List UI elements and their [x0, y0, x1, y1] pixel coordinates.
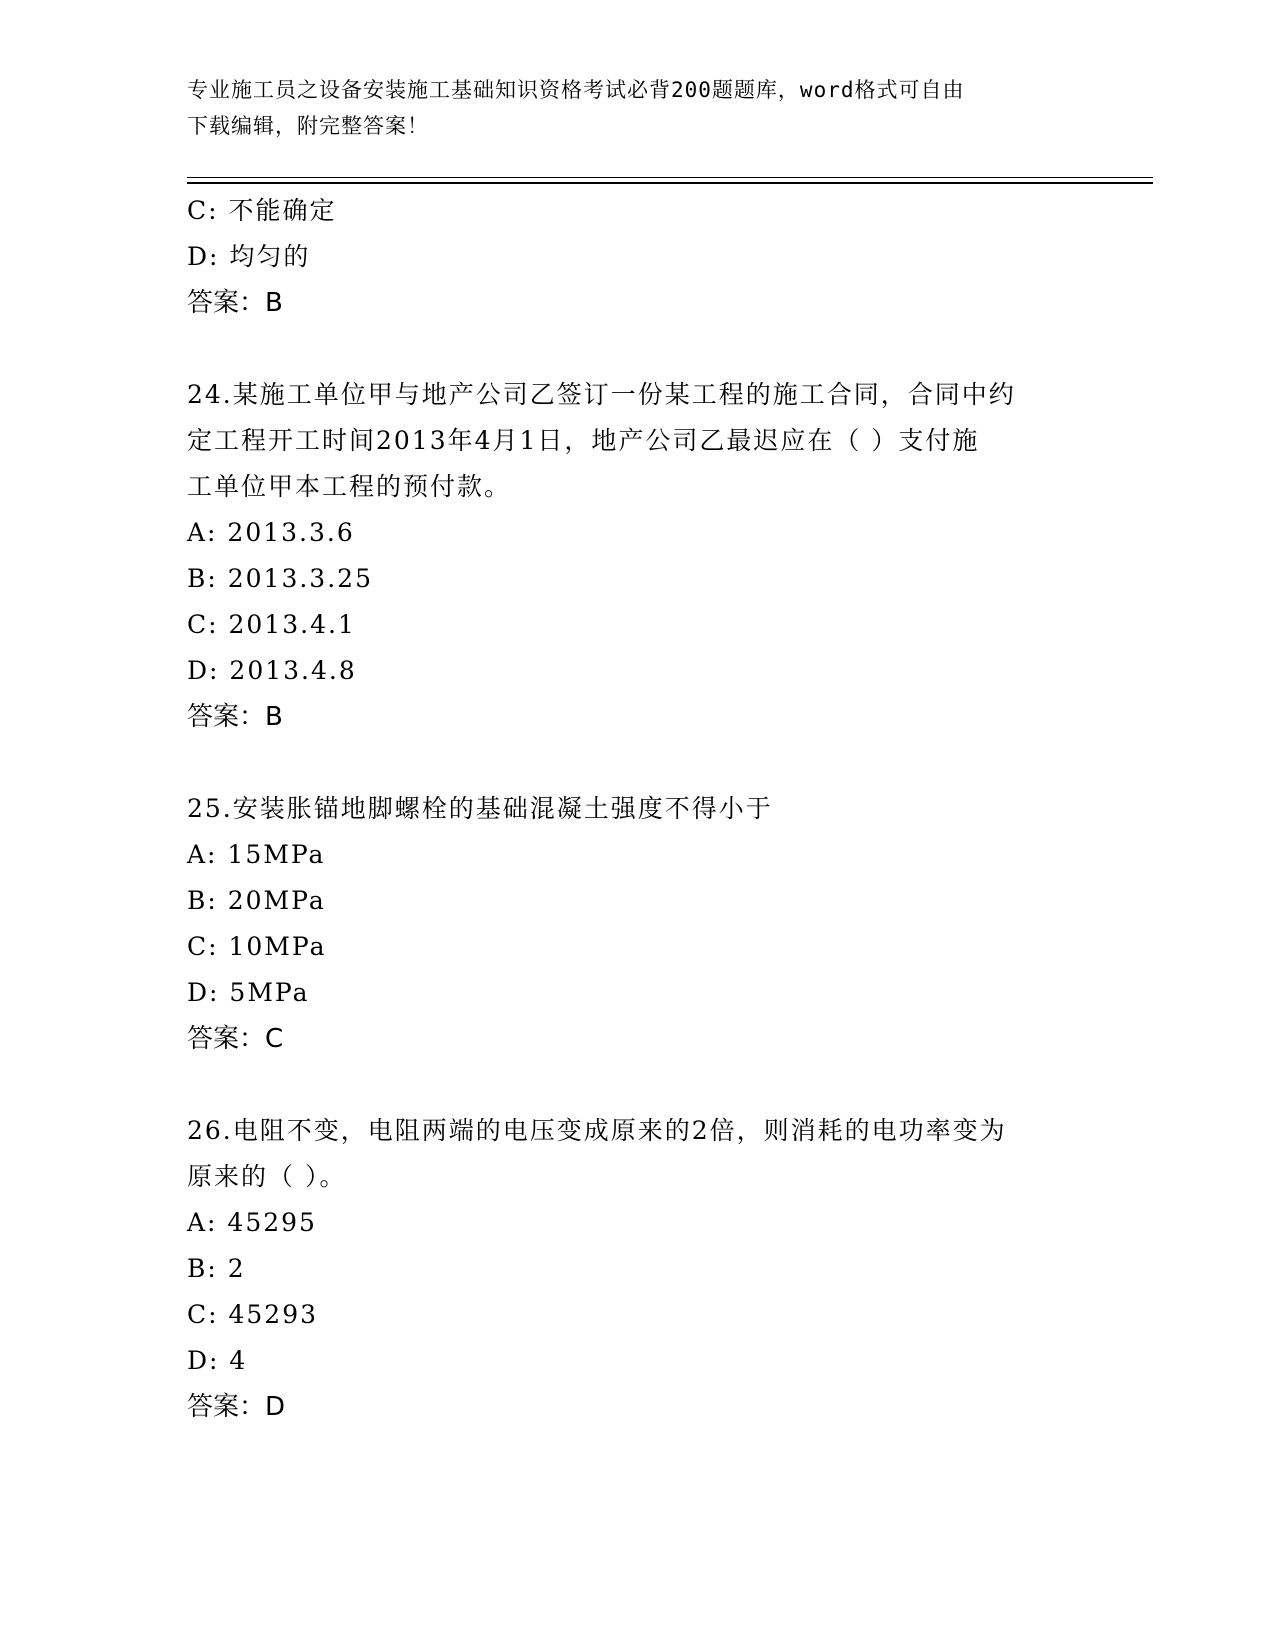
- option-c: C: 45293: [187, 1300, 319, 1329]
- option-a: A: 15MPa: [187, 840, 326, 869]
- header-line-2: 下载编辑，附完整答案！: [187, 114, 429, 138]
- question-stem-line: 26.电阻不变，电阻两端的电压变成原来的2倍，则消耗的电功率变为: [187, 1116, 1007, 1145]
- question-block-23: [187, 188, 1087, 326]
- option-c: C: 2013.4.1: [187, 610, 356, 639]
- question-block-25: [187, 786, 1087, 1062]
- header-rule-thin: [187, 177, 1153, 178]
- header-rule-thick: [187, 182, 1153, 184]
- option-d: D: 4: [187, 1346, 248, 1375]
- option-d: D: 2013.4.8: [187, 656, 357, 685]
- answer-line: 答案：B: [187, 702, 283, 732]
- question-stem-line: 工单位甲本工程的预付款。: [187, 472, 512, 501]
- answer-line: 答案：B: [187, 288, 283, 318]
- question-list: [187, 188, 1087, 1430]
- question-block-24: [187, 372, 1087, 740]
- header-line-1: 专业施工员之设备安装施工基础知识资格考试必背200题题库，word格式可自由: [187, 78, 965, 102]
- option-d: D: 均匀的: [187, 242, 311, 271]
- option-d: D: 5MPa: [187, 978, 310, 1007]
- spacer: [187, 326, 1087, 372]
- question-stem-line: 原来的（ ）。: [187, 1162, 347, 1191]
- document-header: [187, 72, 1087, 144]
- option-b: B: 2013.3.25: [187, 564, 373, 593]
- option-b: B: 2: [187, 1254, 246, 1283]
- question-block-26: [187, 1108, 1087, 1430]
- answer-line: 答案：C: [187, 1024, 284, 1054]
- option-c: C: 10MPa: [187, 932, 327, 961]
- question-stem-line: 25.安装胀锚地脚螺栓的基础混凝土强度不得小于: [187, 794, 773, 823]
- option-a: A: 2013.3.6: [187, 518, 355, 547]
- question-stem-line: 24.某施工单位甲与地产公司乙签订一份某工程的施工合同，合同中约: [187, 380, 1016, 409]
- spacer: [187, 740, 1087, 786]
- option-c: C: 不能确定: [187, 196, 337, 225]
- question-stem-line: 定工程开工时间2013年4月1日，地产公司乙最迟应在（ ）支付施: [187, 426, 980, 455]
- option-b: B: 20MPa: [187, 886, 326, 915]
- spacer: [187, 1062, 1087, 1108]
- answer-line: 答案：D: [187, 1392, 286, 1422]
- option-a: A: 45295: [187, 1208, 317, 1237]
